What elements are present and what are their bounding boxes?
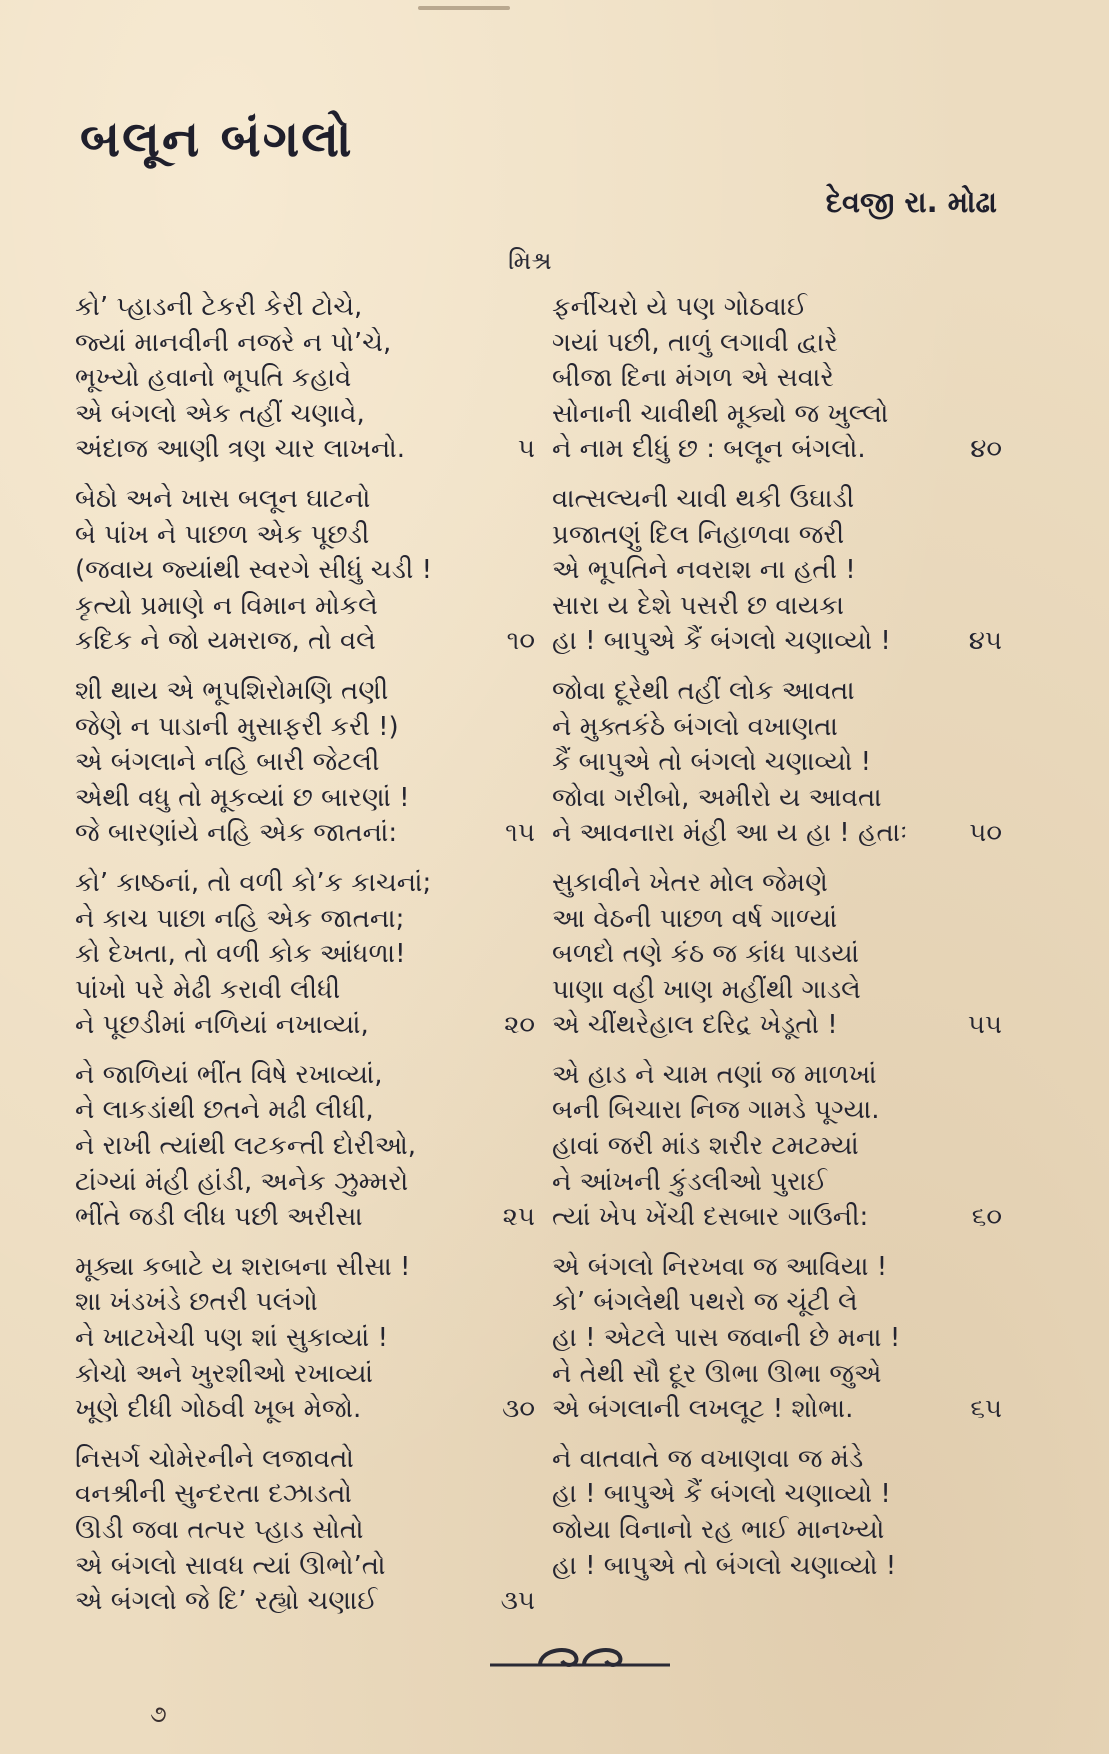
line-text: કોચો અને ખુરશીઓ રખાવ્યાં: [75, 1358, 373, 1389]
line-text: વનશ્રીની સુન્દરતા દઝાડતો: [75, 1479, 352, 1510]
poem-line: [75, 482, 535, 518]
poem-line: [75, 1285, 535, 1321]
poem-line: [552, 1392, 1002, 1428]
line-text: ને લાકડાંથી છતને મઢી લીધી,: [75, 1095, 374, 1126]
line-text: મૂક્યા કબાટે ય શરાબના સીસા !: [75, 1251, 411, 1282]
line-text: ને આંખની કુંડલીઓ પુરાઈ: [552, 1166, 827, 1197]
top-rule: [418, 6, 510, 10]
line-text: ને મુક્તકંઠે બંગલો વખાણતા: [552, 711, 838, 742]
line-text: પાંખો પરે મેઢી કરાવી લીધી: [75, 974, 341, 1005]
line-text: આ વેઠની પાછળ વર્ષ ગાળ્યાં: [552, 903, 838, 934]
line-text: શા ખંડખંડે છતરી પલંગો: [75, 1287, 318, 1318]
line-number: ૩૦: [502, 1394, 535, 1425]
line-text: એ બંગલો સાવધ ત્યાં ઊભો’તો: [75, 1550, 386, 1581]
poem-line: [552, 710, 1002, 746]
poem-line: [75, 1321, 535, 1357]
line-text: કો દેખતા, તો વળી કોક આંધળા!: [75, 939, 406, 970]
poem-line: [552, 1549, 1002, 1585]
stanza: [75, 482, 535, 660]
poem-line: [552, 866, 1002, 902]
poem-line: [75, 518, 535, 554]
line-text: ટાંગ્યાં મંહી હાંડી, અનેક ઝુમ્મરો: [75, 1166, 409, 1197]
line-text: બે પાંખ ને પાછળ એક પૂછડી: [75, 519, 370, 550]
poem-line: [552, 397, 1002, 433]
poem-line: [75, 1058, 535, 1094]
poem-line: [552, 1165, 1002, 1201]
poem-line: [552, 1442, 1002, 1478]
poem-line: [552, 518, 1002, 554]
line-text: સારા ય દેશે પસરી છ વાયકા: [552, 590, 844, 621]
poem-line: [552, 816, 1002, 852]
line-text: સુકાવીને ખેતર મોલ જેમણે: [552, 867, 828, 898]
poem-line: [75, 745, 535, 781]
poem-title: બલૂન બંગલો: [80, 110, 354, 168]
poem-line: [552, 1008, 1002, 1044]
author-name: દેવજી રા. મોઢા: [825, 185, 997, 219]
line-text: શી થાય એ ભૂપશિરોમણિ તણી: [75, 675, 389, 706]
line-text: જોયા વિનાનો રહ ભાઈ માનખ્યો: [552, 1515, 885, 1545]
line-text: એ બંગલાની લખલૂટ ! શોભા.: [552, 1394, 854, 1425]
poem-line: [75, 589, 535, 625]
poem-line: [552, 1058, 1002, 1094]
line-number: ૬૫: [970, 1394, 1002, 1425]
line-text: એ ચીંથરેહાલ દરિદ્ર ખેડૂતો !: [552, 1010, 838, 1041]
line-text: પ્રજાતણું દિલ નિહાળવા જરી: [552, 519, 845, 550]
line-text: વાત્સલ્યની ચાવી થકી ઉઘાડી: [552, 483, 855, 514]
line-text: ને નામ દીધું છ : બલૂન બંગલો.: [552, 434, 866, 465]
line-number: ૪૫: [968, 626, 1002, 657]
poem-line: [75, 866, 535, 902]
line-number: ૫૫: [967, 1010, 1002, 1041]
stanza: [552, 1058, 1002, 1236]
line-text: કૃત્યો પ્રમાણે ન વિમાન મોકલે: [75, 590, 378, 621]
poem-line: [75, 1392, 535, 1428]
poem-line: [552, 1357, 1002, 1393]
poem-line: [75, 1477, 535, 1513]
poem-line: [552, 361, 1002, 397]
stanza: [552, 866, 1002, 1044]
end-ornament: [480, 1635, 680, 1675]
line-text: જેણે ન પાડાની મુસાફરી કરી !): [75, 711, 399, 742]
stanza: [75, 1058, 535, 1236]
poem-line: [75, 1549, 535, 1585]
poem-line: [552, 1200, 1002, 1236]
line-text: જ્યાં માનવીની નજરે ન પો’ચે,: [75, 327, 392, 358]
stanza: [552, 1442, 1002, 1584]
poem-line: [75, 710, 535, 746]
line-text: જોવા દૂરેથી તહીં લોક આવતા: [552, 675, 855, 706]
line-text: એ બંગલો નિરખવા જ આવિયા !: [552, 1251, 888, 1282]
line-number: ૨૫: [502, 1202, 535, 1233]
line-text: હા ! બાપુએ તો બંગલો ચણાવ્યો !: [552, 1550, 897, 1581]
line-text: હા ! બાપુએ કૈં બંગલો ચણાવ્યો !: [552, 1479, 891, 1510]
line-text: ને તેથી સૌ દૂર ઊભા ઊભા જુએ: [552, 1358, 882, 1389]
line-text: કો’ પ્હાડની ટેકરી કેરી ટોચે,: [75, 292, 363, 322]
line-number: ૧૫: [505, 818, 535, 849]
line-text: કૈં બાપુએ તો બંગલો ચણાવ્યો !: [552, 747, 872, 778]
poem-line: [75, 1200, 535, 1236]
poem-line: [552, 589, 1002, 625]
line-text: ને જાળિયાં ભીંત વિષે રખાવ્યાં,: [75, 1059, 383, 1090]
line-text: એ હાડ ને ચામ તણાં જ માળખાં: [552, 1059, 877, 1090]
poem-line: [75, 973, 535, 1009]
line-text: ઊડી જવા તત્પર પ્હાડ સોતો: [75, 1515, 364, 1545]
poem-line: [75, 553, 535, 589]
stanza: [75, 1442, 535, 1620]
line-text: ભૂખ્યો હવાનો ભૂપતિ કહાવે: [75, 363, 352, 394]
line-text: ને આવનારા મંહી આ ય હા ! હતાઃ: [552, 818, 908, 849]
line-text: નિસર્ગ ચોમેરનીને લજાવતો: [75, 1443, 354, 1474]
line-text: ને રાખી ત્યાંથી લટકન્તી દોરીઓ,: [75, 1131, 417, 1162]
poem-line: [552, 1285, 1002, 1321]
poem-line: [552, 674, 1002, 710]
poem-line: [75, 902, 535, 938]
poem-line: [552, 1250, 1002, 1286]
line-text: હા ! એટલે પાસ જવાની છે મના !: [552, 1323, 901, 1354]
poem-line: [75, 361, 535, 397]
poem-line: [552, 937, 1002, 973]
poem-line: [75, 816, 535, 852]
line-text: બની બિચારા નિજ ગામડે પૂગ્યા.: [552, 1095, 880, 1126]
poem-line: [75, 674, 535, 710]
line-number: ૫૦: [969, 818, 1002, 849]
line-text: ફર્નીચરો યે પણ ગોઠવાઈ: [552, 292, 807, 322]
line-number: ૫: [517, 434, 535, 465]
page-number: ૭: [150, 1700, 167, 1728]
meter-label: મિશ્ર: [508, 246, 552, 275]
line-text: હા ! બાપુએ કૈં બંગલો ચણાવ્યો !: [552, 626, 891, 657]
stanza: [75, 866, 535, 1044]
poem-line: [75, 432, 535, 468]
line-text: એથી વધુ તો મૂકવ્યાં છ બારણાં !: [75, 782, 410, 813]
poem-line: [75, 1129, 535, 1165]
poem-line: [75, 781, 535, 817]
poem-line: [552, 1321, 1002, 1357]
poem-line: [75, 937, 535, 973]
line-text: હાવાં જરી માંડ શરીર ટમટમ્યાં: [552, 1131, 859, 1162]
line-text: જોવા ગરીબો, અમીરો ય આવતા: [552, 782, 882, 813]
poem-line: [552, 326, 1002, 362]
line-text: બીજા દિના મંગળ એ સવારે: [552, 363, 834, 394]
poem-line: [552, 1477, 1002, 1513]
stanza: [75, 290, 535, 468]
line-text: એ બંગલો જે દિ’ રહ્યો ચણાઈ: [75, 1586, 378, 1617]
poem-line: [75, 1165, 535, 1201]
stanza: [552, 290, 1002, 468]
poem-line: [552, 290, 1002, 326]
poem-line: [552, 902, 1002, 938]
poem-line: [552, 781, 1002, 817]
poem-line: [75, 1357, 535, 1393]
line-text: ને વાતવાતે જ વખાણવા જ મંડે: [552, 1443, 864, 1474]
line-number: ૨૦: [504, 1010, 535, 1041]
stanza: [552, 482, 1002, 660]
line-text: પાણા વહી ખાણ મહીંથી ગાડલે: [552, 974, 861, 1005]
stanza: [552, 1250, 1002, 1428]
poem-line: [75, 397, 535, 433]
line-text: એ બંગલાને નહિ બારી જેટલી: [75, 747, 380, 778]
poem-line: [75, 1093, 535, 1129]
line-text: ને ખાટખેચી પણ શાં સુકાવ્યાં !: [75, 1323, 388, 1354]
poem-line: [75, 326, 535, 362]
stanza: [75, 1250, 535, 1428]
poem-line: [552, 1129, 1002, 1165]
left-column: [75, 290, 535, 1634]
poem-line: [552, 1513, 1002, 1549]
line-text: ખૂણે દીધી ગોઠવી ખૂબ મેજો.: [75, 1394, 362, 1425]
line-number: ૬૦: [971, 1202, 1002, 1233]
line-text: અંદાજ આણી ત્રણ ચાર લાખનો.: [75, 434, 405, 465]
poem-line: [75, 1442, 535, 1478]
poem-line: [75, 290, 535, 326]
right-column: [552, 290, 1002, 1598]
poem-line: [552, 745, 1002, 781]
line-text: ભીંતે જડી લીધ પછી અરીસા: [75, 1202, 363, 1233]
line-text: એ ભૂપતિને નવરાશ ના હતી !: [552, 555, 856, 586]
poem-line: [552, 553, 1002, 589]
stanza: [552, 674, 1002, 852]
poem-line: [552, 1093, 1002, 1129]
line-text: (જવાય જ્યાંથી સ્વરગે સીધું ચડી !: [75, 555, 432, 586]
line-text: જે બારણાંયે નહિ એક જાતનાં:: [75, 818, 398, 849]
line-number: ૪૦: [970, 434, 1002, 465]
poem-line: [552, 973, 1002, 1009]
line-text: બળદો તણે કંઠ જ કાંધ પાડયાં: [552, 939, 860, 970]
line-text: કો’ બંગલેથી પથરો જ ચૂંટી લે: [552, 1287, 858, 1318]
line-text: કદિક ને જો યમરાજ, તો વલે: [75, 626, 376, 657]
line-text: ને પૂછડીમાં નળિયાં નખાવ્યાં,: [75, 1010, 369, 1041]
poem-line: [75, 1008, 535, 1044]
line-number: ૩૫: [500, 1586, 535, 1617]
poem-line: [75, 624, 535, 660]
poem-line: [552, 432, 1002, 468]
poem-line: [552, 482, 1002, 518]
line-text: ને કાચ પાછા નહિ એક જાતના;: [75, 903, 405, 934]
poem-line: [75, 1513, 535, 1549]
line-text: ત્યાં ખેપ ખેંચી દસબાર ગાઉની:: [552, 1202, 869, 1233]
line-number: ૧૦: [506, 626, 535, 657]
line-text: કો’ કાષ્ઠનાં, તો વળી કો’ક કાચનાં;: [75, 867, 432, 898]
stanza: [75, 674, 535, 852]
line-text: સોનાની ચાવીથી મૂક્યો જ ખુલ્લો: [552, 398, 889, 429]
line-text: ગયાં પછી, તાળું લગાવી દ્વારે: [552, 327, 838, 358]
poem-line: [75, 1250, 535, 1286]
line-text: બેઠો અને ખાસ બલૂન ઘાટનો: [75, 483, 371, 514]
poem-line: [75, 1584, 535, 1620]
line-text: એ બંગલો એક તહીં ચણાવે,: [75, 398, 365, 429]
poem-line: [552, 624, 1002, 660]
